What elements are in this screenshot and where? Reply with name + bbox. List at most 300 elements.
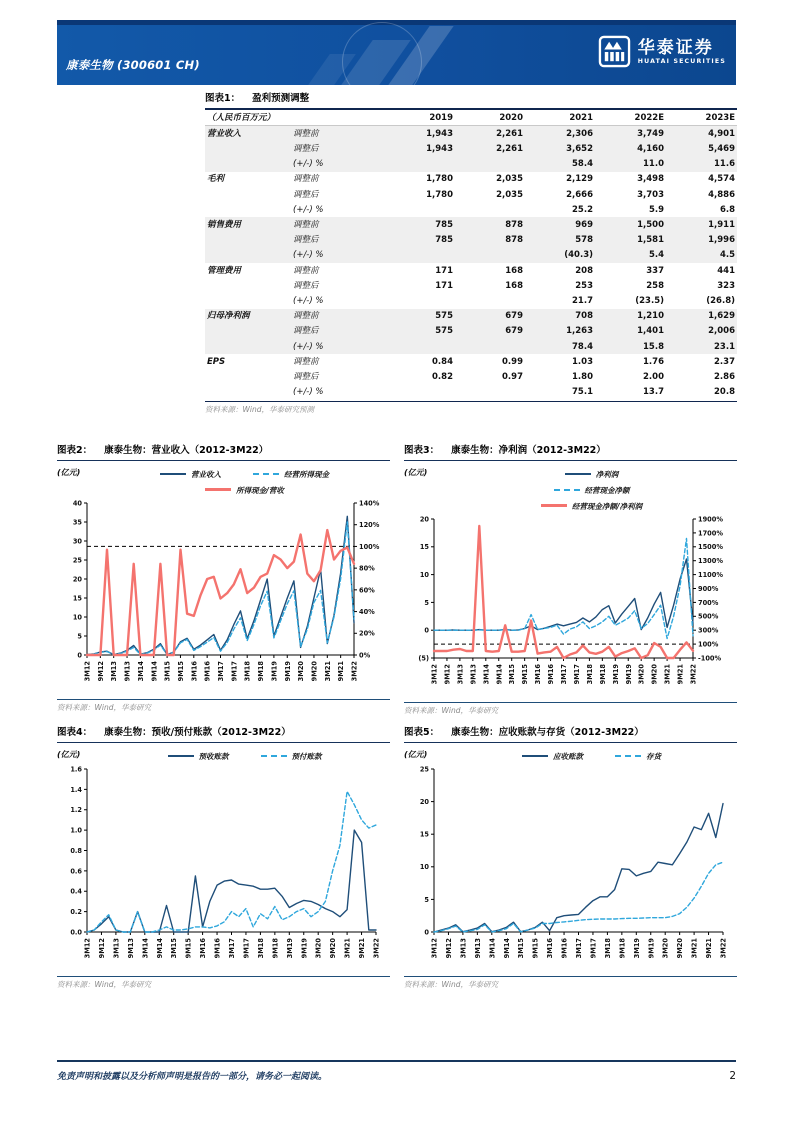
svg-text:9M15: 9M15 <box>521 664 530 685</box>
table-cell: 3,703 <box>637 189 664 200</box>
chart-area <box>404 743 737 974</box>
table-cell: 171 <box>435 265 453 276</box>
table-cell: 2,006 <box>708 326 735 337</box>
chart-area <box>57 743 390 974</box>
svg-text:140%: 140% <box>359 499 380 508</box>
svg-text:-100%: -100% <box>698 654 722 663</box>
svg-text:3M18: 3M18 <box>243 661 252 682</box>
svg-text:500%: 500% <box>698 612 719 621</box>
table-row <box>205 141 737 156</box>
svg-text:9M17: 9M17 <box>572 664 581 685</box>
legend-swatch <box>615 755 641 757</box>
table-cell <box>385 248 455 263</box>
figure1-source: 资料来源：Wind，华泰研究预测 <box>205 401 737 415</box>
table-cell: 营业收入 <box>207 128 242 139</box>
legend-item <box>541 502 642 511</box>
legend-row <box>446 481 737 497</box>
table-cell <box>385 202 455 217</box>
svg-text:9M16: 9M16 <box>560 938 569 959</box>
table-cell: 1.03 <box>572 356 593 367</box>
table-cell: 171 <box>435 280 453 291</box>
table-row <box>205 369 737 384</box>
svg-text:1.0: 1.0 <box>70 826 82 835</box>
table-cell <box>205 293 291 308</box>
svg-text:9M20: 9M20 <box>676 938 685 959</box>
svg-text:3M22: 3M22 <box>372 938 381 959</box>
svg-text:3M14: 3M14 <box>141 938 150 959</box>
table-cell: 1.80 <box>572 371 593 382</box>
legend-row <box>446 747 737 763</box>
svg-text:5: 5 <box>77 632 82 641</box>
table-cell <box>205 369 291 384</box>
table-cell: 11.0 <box>643 159 664 170</box>
svg-text:9M20: 9M20 <box>310 661 319 682</box>
svg-text:3M13: 3M13 <box>112 938 121 959</box>
table-row <box>205 187 737 202</box>
svg-text:3M15: 3M15 <box>508 664 517 685</box>
table-cell: 调整前 <box>293 265 319 276</box>
legend-row <box>99 481 390 497</box>
table-cell: 208 <box>575 265 593 276</box>
table-cell: 785 <box>435 219 453 230</box>
svg-text:900%: 900% <box>698 584 719 593</box>
legend-label: 存货 <box>646 752 661 761</box>
svg-text:0%: 0% <box>359 651 371 660</box>
chart-legend <box>99 745 390 763</box>
figure5-source: 资料来源：Wind，华泰研究 <box>404 976 737 990</box>
table-cell <box>455 157 525 172</box>
table-row <box>205 324 737 339</box>
table-cell: 878 <box>505 235 523 246</box>
table-cell: 337 <box>646 265 664 276</box>
svg-text:3M21: 3M21 <box>663 664 672 685</box>
svg-text:9M18: 9M18 <box>598 664 607 685</box>
svg-text:9M21: 9M21 <box>676 664 685 685</box>
table-cell: 0.99 <box>502 356 523 367</box>
svg-text:3M21: 3M21 <box>690 938 699 959</box>
svg-text:3M17: 3M17 <box>560 664 568 685</box>
svg-text:20: 20 <box>419 798 429 806</box>
svg-text:80%: 80% <box>359 564 375 573</box>
table-cell: 调整前 <box>293 174 319 185</box>
legend-item <box>615 752 661 761</box>
table-cell <box>385 293 455 308</box>
table-cell: 5,469 <box>708 143 735 154</box>
legend-label: 营业收入 <box>191 470 221 479</box>
legend-item <box>565 470 619 479</box>
table-cell: 4,574 <box>708 174 735 185</box>
svg-text:10: 10 <box>72 613 82 622</box>
table-row <box>205 233 737 248</box>
legend-item <box>522 752 583 761</box>
table-cell: (+/-) % <box>293 204 324 215</box>
table-cell: (+/-) % <box>293 250 324 261</box>
svg-text:60%: 60% <box>359 586 375 595</box>
axis-unit-label: (亿元) <box>57 468 81 477</box>
table-cell: 1,911 <box>708 219 735 230</box>
svg-text:3M15: 3M15 <box>517 938 526 959</box>
svg-text:3M20: 3M20 <box>297 661 306 682</box>
svg-text:0.8: 0.8 <box>70 846 82 855</box>
svg-text:1100%: 1100% <box>698 571 723 579</box>
legend-item <box>205 486 284 495</box>
table-cell: 58.4 <box>572 159 593 170</box>
figure2-block <box>57 445 390 713</box>
svg-text:3M22: 3M22 <box>719 938 728 959</box>
svg-text:0: 0 <box>424 626 429 635</box>
table-cell: 1,780 <box>426 189 453 200</box>
svg-text:9M13: 9M13 <box>123 661 132 682</box>
table-cell <box>205 324 291 339</box>
svg-text:1300%: 1300% <box>698 557 723 566</box>
figure-title: 康泰生物：预收/预付账款（2012-3M22） <box>104 727 291 738</box>
table-cell: (26.8) <box>706 295 735 306</box>
table-cell: 575 <box>435 326 453 337</box>
table-cell: 销售费用 <box>207 219 242 230</box>
svg-text:9M14: 9M14 <box>155 938 164 959</box>
table-cell: 调整前 <box>293 356 319 367</box>
table-cell: 4,160 <box>637 143 664 154</box>
legend-swatch <box>160 473 186 475</box>
table-cell <box>205 339 291 354</box>
table-cell: 2.00 <box>643 371 664 382</box>
table-cell: 1,943 <box>426 128 453 139</box>
table-cell: 253 <box>575 280 593 291</box>
table-cell <box>205 187 291 202</box>
figure4-source: 资料来源：Wind，华泰研究 <box>57 976 390 990</box>
svg-text:3M17: 3M17 <box>575 938 583 959</box>
svg-text:9M18: 9M18 <box>618 938 627 959</box>
table-cell <box>205 157 291 172</box>
table-cell: 调整前 <box>293 128 319 139</box>
table-cell: 6.8 <box>719 204 735 215</box>
table-cell <box>205 278 291 293</box>
table-cell: 15.8 <box>643 341 664 352</box>
svg-text:9M15: 9M15 <box>176 661 185 682</box>
brand-name-cn: 华泰证券 <box>637 37 714 58</box>
legend-swatch <box>522 755 548 757</box>
svg-text:9M20: 9M20 <box>650 664 659 685</box>
svg-text:9M12: 9M12 <box>443 664 452 685</box>
svg-text:3M21: 3M21 <box>323 661 332 682</box>
svg-text:9M12: 9M12 <box>97 938 106 959</box>
svg-text:3M18: 3M18 <box>585 664 594 685</box>
figure4-block <box>57 727 390 990</box>
table-cell <box>205 141 291 156</box>
table-cell: 25.2 <box>572 204 593 215</box>
table-cell: 4,901 <box>708 128 735 139</box>
svg-text:40: 40 <box>72 499 82 508</box>
svg-text:3M22: 3M22 <box>689 664 698 685</box>
table-cell: 2,666 <box>566 189 593 200</box>
table-cell: 1,581 <box>637 235 664 246</box>
svg-text:9M19: 9M19 <box>283 661 292 682</box>
svg-text:9M14: 9M14 <box>150 661 159 682</box>
legend-row <box>446 497 737 513</box>
figure5-title-row <box>404 727 737 743</box>
svg-text:3M14: 3M14 <box>482 664 491 685</box>
svg-text:0.2: 0.2 <box>70 908 82 917</box>
svg-text:3M18: 3M18 <box>603 938 612 959</box>
axis-unit-label: (亿元) <box>404 750 428 759</box>
figure-label: 图表3： <box>404 445 440 456</box>
table-cell: 0.84 <box>432 356 453 367</box>
table-row <box>205 172 737 187</box>
table-cell: 3,652 <box>566 143 593 154</box>
svg-text:120%: 120% <box>359 521 380 530</box>
table-cell <box>385 339 455 354</box>
table-cell: (+/-) % <box>293 341 324 352</box>
svg-text:10: 10 <box>419 571 429 579</box>
table-cell: 归母净利润 <box>207 311 250 322</box>
svg-text:3M19: 3M19 <box>270 661 279 682</box>
table-row <box>205 293 737 308</box>
svg-text:0.0: 0.0 <box>70 928 82 937</box>
svg-text:25: 25 <box>419 765 429 774</box>
legend-item <box>168 752 229 761</box>
svg-text:15: 15 <box>419 543 429 552</box>
legend-swatch <box>541 504 567 507</box>
table-cell: 441 <box>717 265 735 276</box>
table-cell: 1,263 <box>566 326 593 337</box>
table-cell: 75.1 <box>572 387 593 398</box>
svg-text:15: 15 <box>419 830 429 839</box>
svg-text:9M15: 9M15 <box>184 938 193 959</box>
legend-label: 预付账款 <box>291 752 322 761</box>
figure1-title-row <box>205 93 737 110</box>
svg-text:15: 15 <box>72 594 82 603</box>
legend-item <box>253 470 329 479</box>
svg-text:(5): (5) <box>418 654 429 663</box>
svg-text:9M14: 9M14 <box>495 664 504 685</box>
figure4-plot <box>57 763 390 970</box>
legend-label: 经营现金净额/净利润 <box>571 502 643 511</box>
figure-title: 康泰生物：营业收入（2012-3M22） <box>104 445 269 456</box>
svg-text:3M14: 3M14 <box>488 938 497 959</box>
svg-text:9M19: 9M19 <box>300 938 309 959</box>
figure1-label: 图表1： <box>205 93 241 104</box>
svg-text:9M19: 9M19 <box>624 664 633 685</box>
table-cell: 20.8 <box>714 387 735 398</box>
svg-text:3M14: 3M14 <box>136 661 145 682</box>
table-column-header: 2023E <box>705 112 735 123</box>
table-cell: 调整后 <box>293 280 319 291</box>
page-header-banner <box>57 20 736 85</box>
legend-swatch <box>168 755 194 757</box>
table-cell: 3,749 <box>637 128 664 139</box>
svg-text:9M14: 9M14 <box>502 938 511 959</box>
figure2-title-row <box>57 445 390 461</box>
table-cell <box>455 202 525 217</box>
company-title: 康泰生物 (300601 CH) <box>66 58 200 72</box>
table-cell <box>385 385 455 400</box>
table-cell: 4.5 <box>719 250 735 261</box>
table-cell <box>455 248 525 263</box>
table-cell: 969 <box>575 219 593 230</box>
svg-text:10: 10 <box>419 863 429 872</box>
svg-text:3M18: 3M18 <box>256 938 265 959</box>
table-cell: 1,210 <box>637 311 664 322</box>
figure2-source: 资料来源：Wind，华泰研究 <box>57 699 390 713</box>
brand-text <box>638 39 726 65</box>
svg-text:9M17: 9M17 <box>242 938 251 959</box>
table-cell <box>455 339 525 354</box>
svg-text:9M12: 9M12 <box>444 938 453 959</box>
svg-text:100%: 100% <box>698 640 719 649</box>
axis-unit-label: (亿元) <box>57 750 81 759</box>
svg-text:3M20: 3M20 <box>314 938 323 959</box>
svg-text:3M19: 3M19 <box>285 938 294 959</box>
table-cell: 3,498 <box>637 174 664 185</box>
table-cell: 78.4 <box>572 341 593 352</box>
chart-legend <box>99 463 390 497</box>
figure5-block <box>404 727 737 990</box>
figure-label: 图表2： <box>57 445 93 456</box>
svg-text:3M16: 3M16 <box>546 938 555 959</box>
table-cell: 878 <box>505 219 523 230</box>
chart-legend <box>446 463 737 513</box>
svg-text:9M17: 9M17 <box>230 661 239 682</box>
figure-title: 康泰生物：净利润（2012-3M22） <box>451 445 606 456</box>
svg-text:9M12: 9M12 <box>96 661 105 682</box>
svg-text:9M16: 9M16 <box>547 664 556 685</box>
table-cell: 2.37 <box>714 356 735 367</box>
table-row <box>205 263 737 278</box>
svg-text:9M21: 9M21 <box>358 938 367 959</box>
chart-legend <box>446 745 737 763</box>
table-cell: (+/-) % <box>293 159 324 170</box>
svg-text:3M17: 3M17 <box>217 661 225 682</box>
svg-text:5: 5 <box>424 895 429 904</box>
table-header-row <box>205 110 737 126</box>
table-row <box>205 309 737 324</box>
table-cell: 11.6 <box>714 159 735 170</box>
footer-disclaimer: 免责声明和披露以及分析师声明是报告的一部分，请务必一起阅读。 <box>57 1072 328 1082</box>
svg-text:3M16: 3M16 <box>534 664 543 685</box>
svg-text:1.4: 1.4 <box>70 785 82 794</box>
table-cell: (+/-) % <box>293 387 324 398</box>
huatai-logo <box>598 35 726 68</box>
svg-text:3M21: 3M21 <box>343 938 352 959</box>
svg-text:3M13: 3M13 <box>456 664 465 685</box>
table-cell: 0.82 <box>432 371 453 382</box>
svg-text:9M13: 9M13 <box>126 938 135 959</box>
svg-text:1.2: 1.2 <box>70 806 82 815</box>
table-cell: 调整后 <box>293 143 319 154</box>
table-cell: 578 <box>575 235 593 246</box>
table-cell: 1,500 <box>637 219 664 230</box>
table-row <box>205 278 737 293</box>
table-cell: 679 <box>505 326 523 337</box>
table-column-header: 2020 <box>499 112 523 123</box>
table-cell: 调整后 <box>293 189 319 200</box>
table-cell: (+/-) % <box>293 295 324 306</box>
table-row <box>205 217 737 232</box>
brand-name-en: HUATAI SECURITIES <box>637 57 726 65</box>
table-cell: 1,629 <box>708 311 735 322</box>
figure1-block <box>205 93 737 415</box>
legend-label: 经营现金净额 <box>584 486 630 495</box>
svg-text:9M19: 9M19 <box>647 938 656 959</box>
svg-text:1.6: 1.6 <box>70 765 82 774</box>
table-row <box>205 385 737 400</box>
table-cell <box>455 293 525 308</box>
table-cell: 168 <box>505 280 523 291</box>
table-cell: 1,401 <box>637 326 664 337</box>
table-cell: 2,261 <box>496 143 523 154</box>
axis-unit-label: (亿元) <box>404 468 428 477</box>
svg-text:40%: 40% <box>359 607 375 616</box>
legend-item <box>261 752 322 761</box>
figure5-plot <box>404 763 737 970</box>
table-cell: 管理费用 <box>207 265 242 276</box>
table-cell: 21.7 <box>572 295 593 306</box>
figure-label: 图表4： <box>57 727 93 738</box>
table-cell: 13.7 <box>643 387 664 398</box>
table-row <box>205 354 737 369</box>
svg-text:5: 5 <box>424 598 429 607</box>
table-cell: 785 <box>435 235 453 246</box>
svg-text:9M15: 9M15 <box>531 938 540 959</box>
svg-text:0: 0 <box>77 651 82 660</box>
table-cell: 2,306 <box>566 128 593 139</box>
table-row <box>205 126 737 142</box>
svg-text:1900%: 1900% <box>698 515 723 524</box>
legend-label: 经营所得现金 <box>284 470 329 479</box>
svg-text:3M13: 3M13 <box>459 938 468 959</box>
table-cell: 2,035 <box>496 174 523 185</box>
huatai-logo-icon <box>598 35 631 68</box>
figure-label: 图表5： <box>404 727 440 738</box>
svg-text:3M12: 3M12 <box>430 938 439 959</box>
table-cell: 调整后 <box>293 326 319 337</box>
figure-title: 康泰生物：应收账款与存货（2012-3M22） <box>451 727 644 738</box>
legend-row <box>99 747 390 763</box>
svg-text:9M21: 9M21 <box>705 938 714 959</box>
table-cell <box>205 202 291 217</box>
table-cell: 5.9 <box>648 204 664 215</box>
table-cell: 5.4 <box>648 250 664 261</box>
table-row <box>205 248 737 263</box>
legend-swatch <box>253 473 279 475</box>
table-cell: 1,996 <box>708 235 735 246</box>
legend-row <box>99 465 390 481</box>
legend-label: 应收账款 <box>553 752 583 761</box>
svg-text:9M20: 9M20 <box>329 938 338 959</box>
svg-text:3M16: 3M16 <box>199 938 208 959</box>
legend-item <box>554 486 630 495</box>
table-cell: 2,261 <box>496 128 523 139</box>
figure2-plot <box>57 497 390 693</box>
svg-text:9M18: 9M18 <box>257 661 266 682</box>
table-cell: 调整后 <box>293 371 319 382</box>
table-cell: 23.1 <box>714 341 735 352</box>
table-cell: 1,943 <box>426 143 453 154</box>
svg-text:9M13: 9M13 <box>473 938 482 959</box>
svg-text:3M17: 3M17 <box>228 938 236 959</box>
table-row <box>205 339 737 354</box>
svg-text:1700%: 1700% <box>698 529 723 538</box>
svg-text:20: 20 <box>419 515 429 524</box>
svg-text:30: 30 <box>72 537 82 546</box>
table-cell: (40.3) <box>564 250 593 261</box>
svg-text:9M16: 9M16 <box>203 661 212 682</box>
legend-swatch <box>554 489 580 491</box>
table-column-header: 2019 <box>429 112 453 123</box>
figure1-title: 盈利预测调整 <box>252 93 310 104</box>
table-row <box>205 202 737 217</box>
svg-text:0: 0 <box>424 928 429 937</box>
